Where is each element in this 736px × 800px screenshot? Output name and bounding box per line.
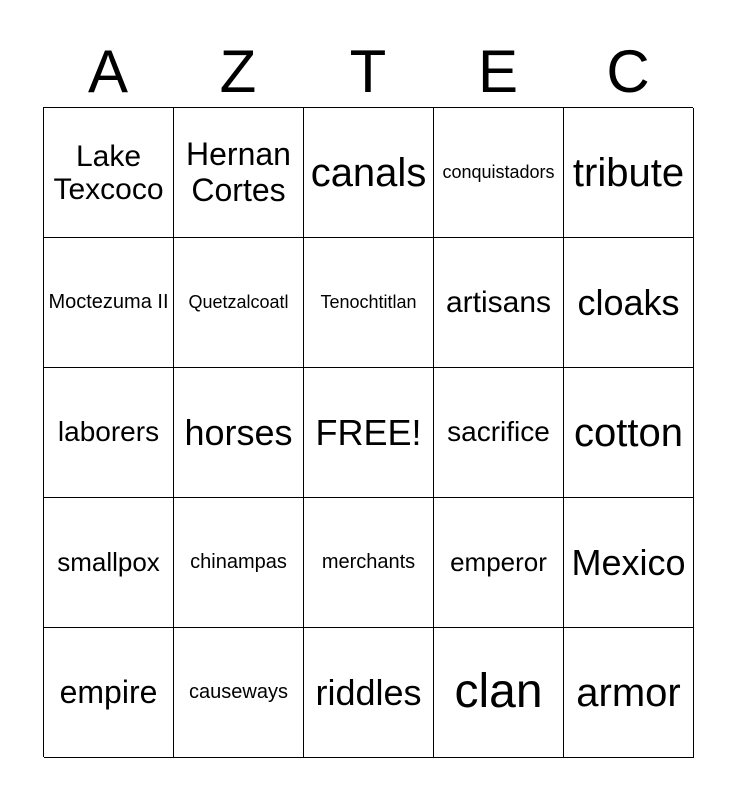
cell-text: Quetzalcoatl	[188, 292, 289, 313]
bingo-cell[interactable]	[434, 238, 564, 368]
bingo-cell[interactable]	[434, 498, 564, 628]
cell-text: merchants	[321, 551, 416, 573]
cell-text: tribute	[572, 150, 685, 195]
header-letter-a: A	[87, 38, 129, 105]
cell-text: clan	[454, 665, 543, 719]
bingo-cell[interactable]	[564, 238, 694, 368]
free-space-label: FREE!	[315, 411, 422, 453]
bingo-cell[interactable]	[44, 368, 174, 498]
cell-text: riddles	[315, 671, 422, 713]
cell-text: Hernan Cortes	[186, 136, 291, 208]
cell-text: sacrifice	[447, 416, 550, 448]
bingo-cell[interactable]	[564, 628, 694, 758]
bingo-cell[interactable]	[564, 108, 694, 238]
bingo-cell[interactable]	[174, 238, 304, 368]
bingo-cell[interactable]	[44, 628, 174, 758]
bingo-header	[43, 40, 693, 104]
bingo-cell[interactable]	[174, 368, 304, 498]
cell-text: Lake Texcoco	[53, 139, 164, 206]
bingo-cell[interactable]	[44, 108, 174, 238]
header-letter-c: C	[606, 38, 650, 105]
cell-text: laborers	[57, 416, 160, 448]
bingo-board	[43, 107, 693, 757]
cell-text: causeways	[189, 681, 288, 703]
bingo-cell[interactable]	[174, 628, 304, 758]
bingo-cell[interactable]	[174, 498, 304, 628]
free-space-cell[interactable]	[304, 368, 434, 498]
bingo-cell[interactable]	[304, 238, 434, 368]
cell-text: Tenochtitlan	[320, 292, 417, 313]
cell-text: horses	[184, 411, 293, 453]
header-letter-z: Z	[219, 38, 257, 105]
bingo-cell[interactable]	[44, 238, 174, 368]
cell-text: artisans	[445, 286, 552, 319]
cell-text: Moctezuma II	[48, 291, 169, 313]
bingo-cell[interactable]	[434, 108, 564, 238]
cell-text: emperor	[450, 547, 547, 578]
bingo-cell[interactable]	[434, 368, 564, 498]
bingo-cell[interactable]	[174, 108, 304, 238]
bingo-cell[interactable]	[564, 498, 694, 628]
header-letter-e: E	[477, 38, 519, 105]
bingo-cell[interactable]	[564, 368, 694, 498]
cell-text: smallpox	[57, 547, 160, 578]
cell-text: Mexico	[571, 541, 686, 583]
cell-text: conquistadors	[442, 162, 555, 183]
bingo-cell[interactable]	[44, 498, 174, 628]
cell-text: canals	[310, 150, 427, 195]
cell-text: cloaks	[577, 281, 680, 323]
header-letter-t: T	[349, 38, 387, 105]
cell-text: chinampas	[190, 551, 287, 573]
bingo-cell[interactable]	[304, 108, 434, 238]
bingo-cell[interactable]	[304, 498, 434, 628]
cell-text: empire	[59, 673, 158, 710]
bingo-cell[interactable]	[304, 628, 434, 758]
bingo-cell[interactable]	[434, 628, 564, 758]
cell-text: armor	[576, 670, 681, 715]
cell-text: cotton	[574, 410, 683, 455]
